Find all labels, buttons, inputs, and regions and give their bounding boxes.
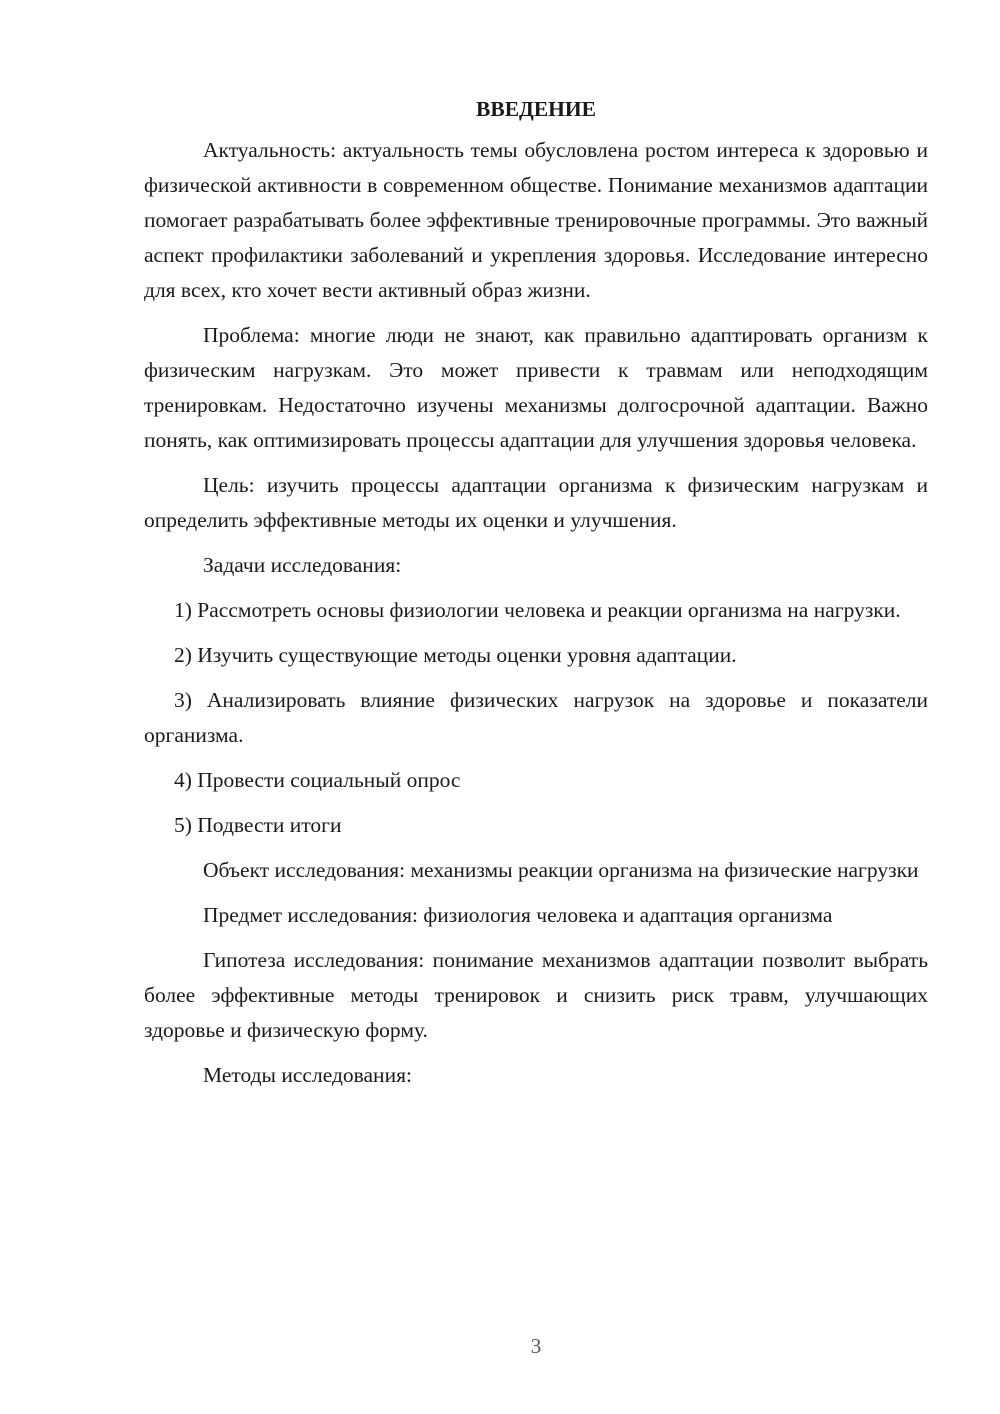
task-item-1: 1) Рассмотреть основы физиологии человека и реакции организма на нагрузки. — [174, 598, 901, 622]
task-item-2: 2) Изучить существующие методы оценки уровня адаптации. — [174, 643, 737, 667]
paragraph-methods: Методы исследования: — [203, 1063, 412, 1087]
paragraph-hypothesis: Гипотеза исследования: понимание механизмов адаптации позволит выбрать более эффективные методы тренировок и снизить риск травм, улучшающих здоровье и физическую форму. — [144, 948, 928, 1042]
section-title: ВВЕДЕНИЕ — [476, 97, 596, 121]
task-item-4: 4) Провести социальный опрос — [174, 768, 461, 792]
page-number: 3 — [530, 1334, 542, 1358]
task-item-5: 5) Подвести итоги — [174, 813, 342, 837]
paragraph-object: Объект исследования: механизмы реакции организма на физические нагрузки — [203, 858, 919, 882]
document-body — [144, 92, 928, 1103]
task-item-3: 3) Анализировать влияние физических нагрузок на здоровье и показатели организма. — [144, 688, 928, 747]
paragraph-tasks-heading: Задачи исследования: — [203, 553, 402, 577]
paragraph-goal: Цель: изучить процессы адаптации организма к физическим нагрузкам и определить эффективные методы их оценки и улучшения. — [144, 473, 928, 532]
paragraph-problem: Проблема: многие люди не знают, как правильно адаптировать организм к физическим нагрузкам. Это может привести к травмам или неподходящим тренировкам. Недостаточно изучены механизмы долгосрочной адаптации. Важно понять, как оптимизировать процессы адаптации для улучшения здоровья человека. — [144, 323, 928, 452]
paragraph-subject: Предмет исследования: физиология человека и адаптация организма — [203, 903, 833, 927]
paragraph-relevance: Актуальность: актуальность темы обусловлена ростом интереса к здоровью и физической активности в современном обществе. Понимание механизмов адаптации помогает разрабатывать более эффективные тренировочные программы. Это важный аспект профилактики заболеваний и укрепления здоровья. Исследование интересно для всех, кто хочет вести активный образ жизни. — [144, 138, 928, 302]
